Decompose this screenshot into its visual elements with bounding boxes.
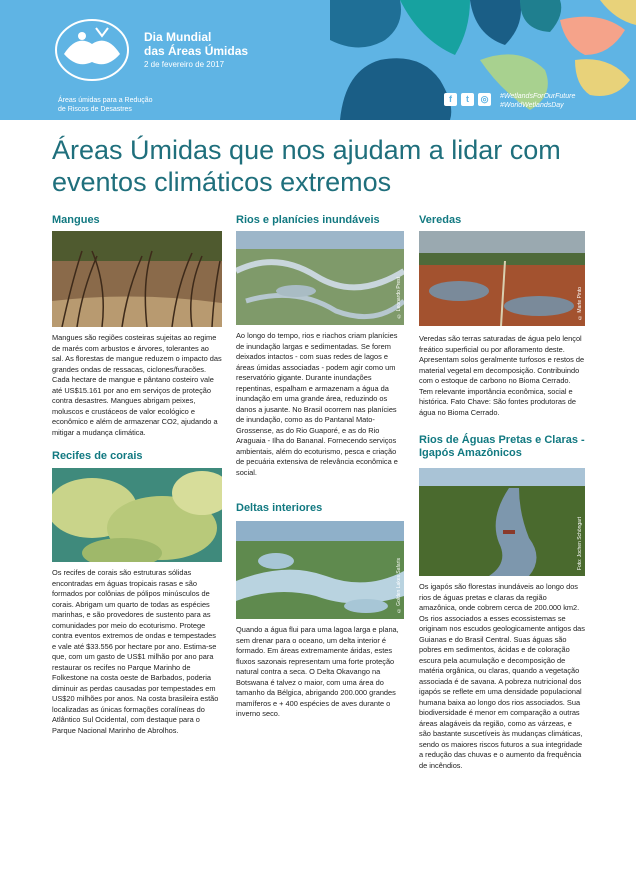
tagline — [58, 96, 153, 114]
tagline-line2: de Riscos de Desastres — [58, 106, 132, 113]
facebook-icon[interactable]: f — [444, 93, 457, 106]
section-title-deltas: Deltas interiores — [236, 502, 323, 514]
hashtag-2: #WorldWetlandsDay — [500, 102, 564, 109]
twitter-icon[interactable]: t — [461, 93, 474, 106]
page-title: Áreas Úmidas que nos ajudam a lidar com eventos climáticos extremos — [52, 135, 561, 197]
coral-reef-photo — [52, 468, 222, 562]
deltas-text: Quando a água flui para uma lagoa larga e plana, sem drenar para o oceano, um delta interior é formado. Em áreas extremamente áridas, estes fluxos sazonais representam uma forte proteção natural contra a seca. O Delta Okavango na Botswana é talvez o maior, com uma área do tamanho da Bélgica, abrigando 200.000 grandes mamíferos e + 400 espécies de aves durante o inverno seco. — [236, 625, 399, 718]
tagline-line1: Áreas úmidas para a Redução — [58, 97, 153, 104]
igapos-photo-credit: Foto: Jochen Schöngart — [577, 516, 583, 570]
section-title-igapos: Rios de Águas Pretas e Claras - Igapós Amazônicos — [419, 434, 585, 459]
event-title-line2: das Áreas Úmidas — [144, 44, 249, 58]
header-banner — [0, 0, 636, 120]
inland-delta-photo — [236, 521, 404, 619]
mangrove-photo — [52, 231, 222, 327]
column-2 — [236, 214, 404, 720]
veredas-photo-credit: © Marte Pinto — [577, 287, 583, 320]
event-date: 2 de fevereiro de 2017 — [144, 60, 225, 69]
veredas-text: Veredas são terras saturadas de água pelo lençol freático superficial ou por afloramento deste. Apresentam solos geralmente turfosos e restos de material vegetal em decomposição. Contribuindo com o estoque de carbono no Bioma Cerrado. Tem relevante importância econômica, social e histórica. Fato Chave: São fontes produtoras de água no Bioma Cerrado. — [419, 334, 585, 417]
instagram-icon[interactable]: ◎ — [478, 93, 491, 106]
column-3 — [419, 214, 585, 771]
section-title-recifes: Recifes de corais — [52, 450, 143, 462]
veredas-photo — [419, 231, 585, 326]
floodplain-photo — [236, 231, 404, 325]
section-title-veredas: Veredas — [419, 214, 462, 226]
igapo-photo — [419, 468, 585, 576]
hashtag-1: #WetlandsForOurFuture — [500, 93, 576, 100]
deltas-photo-credit: © Golden Lakes Safaris — [396, 557, 402, 613]
igapos-text: Os igapós são florestas inundáveis ao longo dos rios de águas pretas e claras da região amazônica, onde cobrem cerca de 200.000 km2. Os rios associados a esses ecossistemas se originam nos escudos geologicamente antigos das Guianas e do Brasil Central. Suas águas são pobres em sedimentos, ácidas e de coloração escura pela acumulação e decomposição de matéria orgânica, ou claras, quando a vegetação associada é de savana. A pobreza nutricional dos igapós se reflete em uma densidade populacional humana baixa ao longo dos rios associados. Sua biodiversidade é menor em comparação a outras áreas alagáveis da região, como as várzeas, e são bastante suscetíveis às mudanças climáticas, sendo os maiores riscos futuros a sua integridade a redução das chuvas e o aumento da frequência de incêndios. — [419, 582, 585, 770]
event-title-line1: Dia Mundial — [144, 30, 212, 44]
rios-text: Ao longo do tempo, rios e riachos criam planícies de inundação largas e sedimentadas. Se forem deixados intactos - com suas redes de lagos e áreas úmidas associadas - podem agir como um reservatório gigante. Durante inundações repentinas, espalham e armazenam a água da inundação em uma grande área, reduzindo os danos a jusante. No Brasil ocorrem nas planícies de inundação, como as do Pantanal Mato-Grossense, as do Rio Guaporé, e as do Rio Araguaia - Ilha do Bananal. Fornecendo serviços ambientais, além do ecoturismo, pesca e criação de pecuária extensiva de relevância econômica e social. — [236, 331, 398, 477]
hashtags — [500, 92, 575, 110]
event-title — [144, 30, 248, 58]
section-title-mangues: Mangues — [52, 214, 100, 226]
recifes-text: Os recifes de corais são estruturas sólidas encontradas em águas tropicais rasas e são formados por colônias de pólipos minúsculos de corais. Abrigam um quarto de todas as espécies marinhas, e são provedores de sustento para as comunidades por meio do ecoturismo. Protege contra eventos extremos de ondas e tempestades e vale até $33.556 por hectare por ano. Estima-se que, com um gasto de US$1 milhão por ano para restaurar os recifes no Parque Marinho de Folkestone na costa oeste de Barbados, poderia diminuir as perdas causadas por tempestades em US$20 milhões por anos. Na costa brasileira estão localizadas as únicas formações coralíneas do Atlântico Sul Ocidental, com destaque para o Parque Nacional Marinho de Abrolhos. — [52, 568, 219, 735]
rios-photo-credit: © Leonardo Prest — [396, 277, 402, 319]
social-icons — [444, 93, 491, 106]
wetlands-day-logo — [52, 14, 132, 84]
mangues-text: Mangues são regiões costeiras sujeitas ao regime de marés com arbustos e árvores, tolerantes ao sal. As florestas de mangue reduzem o impacto das grandes ondas de ressacas, ciclones/furacões. Cada hectare de mangue e pântano costeiro vale até US$15.161 por ano em serviços de proteção contra desastres. Mangues abrigam peixes, moluscos e crustáceos de valor ecológico e econômico e além de armazenar CO2, ajudando a mitigar a mudança climática. — [52, 333, 222, 437]
column-1 — [52, 214, 222, 736]
section-title-rios: Rios e planícies inundáveis — [236, 214, 380, 226]
